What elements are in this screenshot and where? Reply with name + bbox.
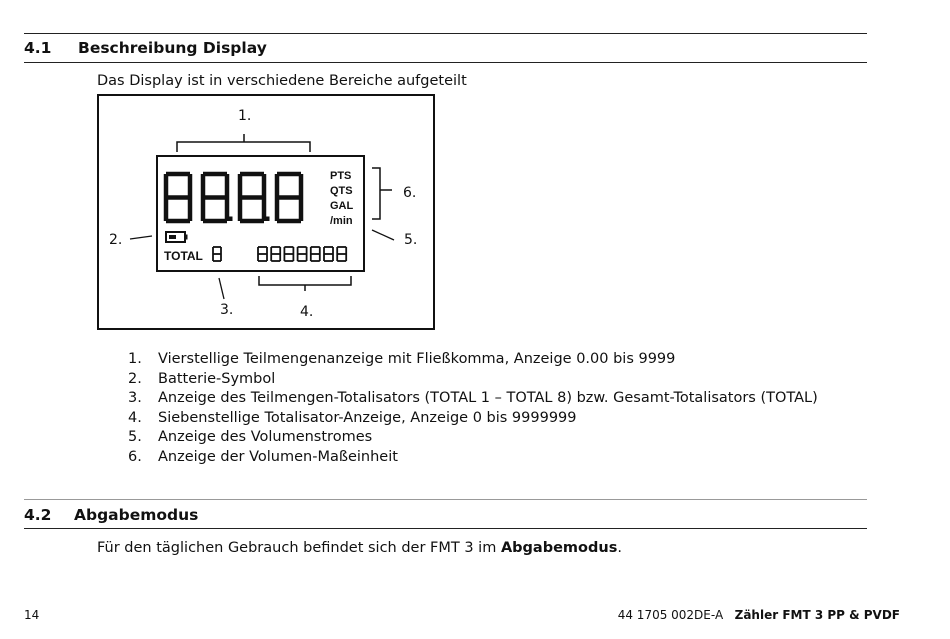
callout-1: 1. (238, 108, 252, 124)
callout-3: 3. (220, 302, 234, 318)
lcd-digit (271, 247, 280, 261)
doc-id: 44 1705 002DE-A (617, 608, 724, 622)
leader-2 (130, 236, 152, 239)
section-title: Abgabemodus (74, 506, 199, 524)
lcd-digit (258, 247, 267, 261)
mode-sentence-start: Für den täglichen Gebrauch befindet sich der FMT 3 im (97, 540, 501, 556)
footer-doc-info (618, 608, 900, 622)
section-bottom-rule (24, 528, 867, 529)
list-number: 1. (128, 351, 142, 367)
lcd-digit (337, 247, 346, 261)
list-number: 4. (128, 409, 142, 426)
lcd-digit (203, 174, 227, 221)
unit-qts: QTS (330, 185, 353, 197)
list-text: Vierstellige Teilmengenanzeige mit Fließkomma, Anzeige 0.00 bis 9999 (158, 351, 676, 367)
list-text: Anzeige des Teilmengen-Totalisators (TOTAL 1 – TOTAL 8) bzw. Gesamt-Totalisators (TOTAL) (158, 390, 818, 407)
callout-5: 5. (404, 232, 418, 248)
bracket-6 (372, 168, 392, 219)
lcd-digit (166, 174, 190, 221)
list-number: 5. (128, 429, 142, 446)
unit-gal: GAL (330, 200, 354, 212)
unit-pts: PTS (330, 170, 352, 182)
list-text: Batterie-Symbol (158, 370, 276, 387)
lcd-digit (298, 247, 307, 261)
mode-sentence (97, 540, 622, 556)
bracket-1 (177, 134, 310, 152)
list-number: 6. (128, 448, 142, 465)
list-number: 3. (128, 390, 142, 407)
lcd-digit (311, 247, 320, 261)
section-number: 4.2 (24, 506, 52, 524)
unit-per-min: /min (330, 215, 353, 227)
totalizer-digits-display (258, 247, 346, 261)
callout-4: 4. (300, 304, 314, 320)
section-title: Beschreibung Display (78, 39, 267, 57)
callout-6: 6. (403, 185, 417, 201)
mode-sentence-bold: Abgabemodus (500, 540, 618, 556)
lcd-digit (240, 174, 264, 221)
bracket-4 (259, 276, 351, 291)
section-top-rule (24, 499, 867, 500)
decimal-point (228, 217, 233, 222)
battery-icon (166, 232, 188, 242)
total-label: TOTAL (164, 249, 203, 263)
lcd-digit (277, 174, 301, 221)
lcd-digit (284, 247, 293, 261)
intro-text: Das Display ist in verschiedene Bereiche aufgeteilt (97, 73, 467, 89)
main-digits-display (166, 174, 301, 221)
total-digit-display (213, 247, 221, 261)
leader-3 (219, 278, 224, 299)
lcd-digit (213, 247, 221, 261)
list-text: Anzeige des Volumenstromes (158, 429, 373, 446)
list-text: Siebenstellige Totalisator-Anzeige, Anzeige 0 bis 9999999 (158, 409, 577, 426)
list-number: 2. (128, 370, 142, 387)
product-name: Zähler FMT 3 PP & PVDF (734, 608, 900, 622)
lcd-digit (324, 247, 333, 261)
mode-sentence-end: . (617, 540, 622, 556)
decimal-point (265, 217, 270, 222)
page-number: 14 (24, 608, 40, 622)
leader-5 (372, 230, 394, 240)
section-number: 4.1 (24, 39, 52, 57)
callout-2: 2. (109, 232, 123, 248)
list-text: Anzeige der Volumen-Maßeinheit (158, 448, 398, 465)
